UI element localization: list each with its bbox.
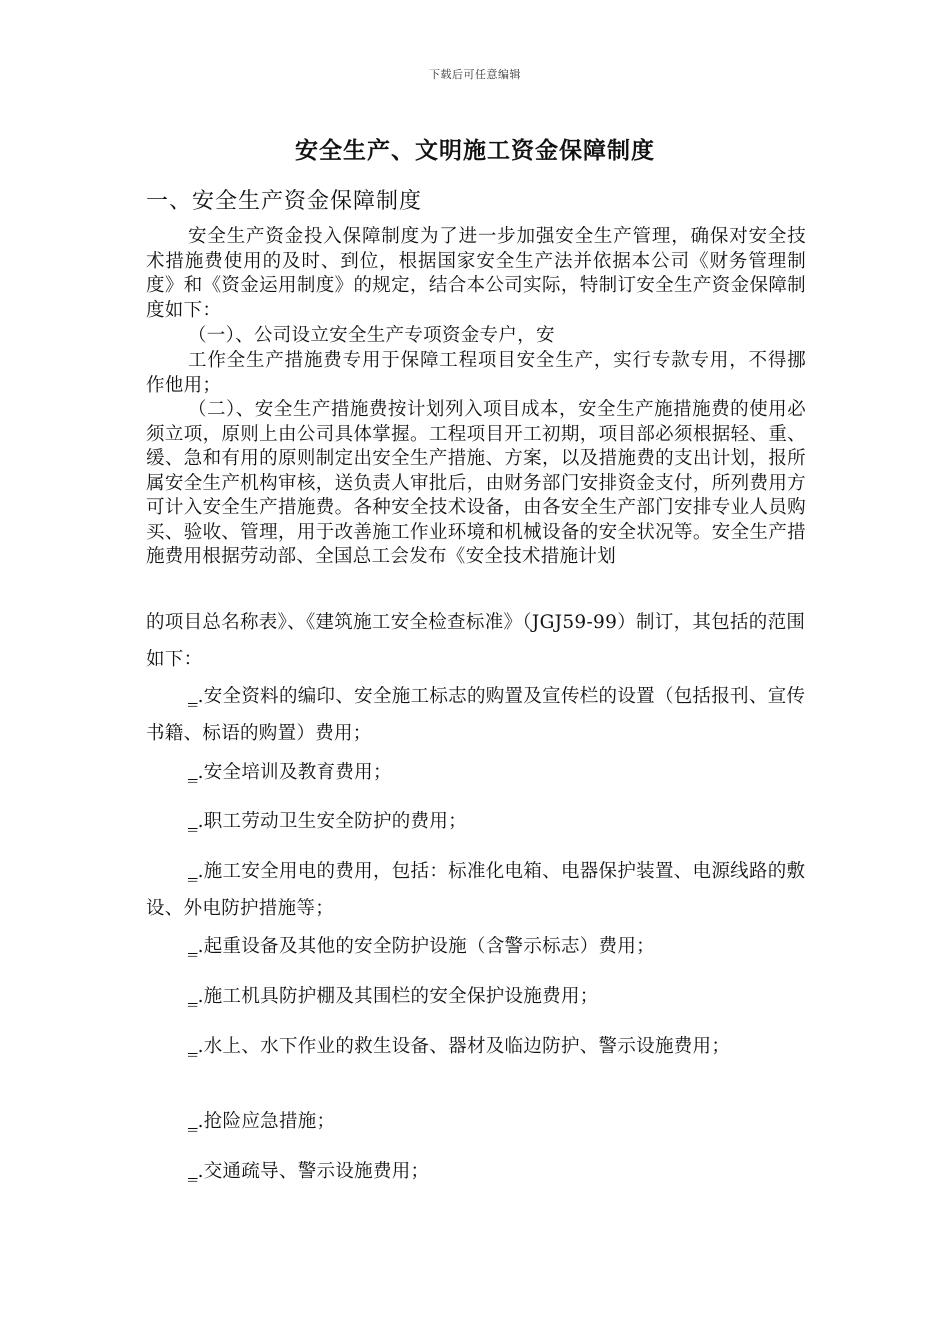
list-item-text: .安全培训及教育费用；	[197, 762, 392, 783]
list-item	[146, 803, 806, 840]
list-item-text: .起重设备及其他的安全防护设施（含警示标志）费用；	[197, 936, 655, 957]
list-item	[146, 754, 806, 791]
list-item-text: .交通疏导、警示设施费用；	[197, 1161, 430, 1182]
section-heading: 一、安全生产资金保障制度	[146, 189, 423, 214]
document-title: 安全生产、文明施工资金保障制度	[295, 137, 655, 164]
bullet-mark: _	[188, 861, 198, 882]
bullet-mark: _	[188, 1036, 198, 1057]
list-item-text: .施工安全用电的费用，包括：标准化电箱、电器保护装置、电源线路的敷设、外电防护措施等；	[146, 861, 806, 919]
list-item	[146, 1028, 806, 1065]
list-item-text: .施工机具防护棚及其围栏的安全保护设施费用；	[197, 986, 599, 1007]
header-note: 下载后可任意编辑	[429, 68, 521, 81]
item-1-line-1: （一）、公司设立安全生产专项资金专户，安	[188, 325, 555, 346]
bullet-mark: _	[188, 762, 198, 783]
list-item-text: .职工劳动卫生安全防护的费用；	[197, 811, 467, 832]
bullet-mark: _	[188, 1161, 198, 1182]
bullet-mark: _	[188, 986, 198, 1007]
bullet-mark: _	[188, 686, 198, 707]
list-item	[146, 853, 806, 927]
bullet-mark: _	[188, 811, 198, 832]
item-2-continuation: 的项目总名称表》、《建筑施工安全检查标准》（JGJ59-99）制订，其包括的范围如下：	[146, 612, 806, 670]
item-2-paragraph: （二）、安全生产措施费按计划列入项目成本，安全生产施措施费的使用必须立项，原则上由公司具体掌握。工程项目开工初期，项目部必须根据轻、重、缓、急和有用的原则制定出安全生产措施、方案，以及措施费的支出计划，报所属安全生产机构审核，送负责人审批后，由财务部门安排资金支付，所列费用方可计入安全生产措施费。各种安全技术设备，由各安全生产部门安排专业人员购买、验收、管理，用于改善施工作业环境和机械设备的安全状况等。安全生产措施费用根据劳动部、全国总工会发布《安全技术措施计划	[146, 399, 806, 567]
list-item	[146, 978, 806, 1015]
list-item-text: .水上、水下作业的救生设备、器材及临边防护、警示设施费用；	[197, 1036, 731, 1057]
list-item-text: .抢险应急措施；	[197, 1111, 336, 1132]
list-item	[146, 678, 806, 752]
list-item	[146, 1103, 806, 1140]
bullet-mark: _	[188, 936, 198, 957]
bullet-mark: _	[188, 1111, 198, 1132]
intro-paragraph: 安全生产资金投入保障制度为了进一步加强安全生产管理，确保对安全技术措施费使用的及时、到位，根据国家安全生产法并依据本公司《财务管理制度》和《资金运用制度》的规定，结合本公司实际，特制订安全生产资金保障制度如下：	[146, 226, 806, 321]
list-item	[146, 928, 806, 965]
item-1-line-2: 工作全生产措施费专用于保障工程项目安全生产，实行专款专用，不得挪作他用；	[146, 350, 806, 396]
list-item-text: .安全资料的编印、安全施工标志的购置及宣传栏的设置（包括报刊、宣传书籍、标语的购置）费用；	[146, 686, 806, 744]
list-item	[146, 1153, 806, 1190]
